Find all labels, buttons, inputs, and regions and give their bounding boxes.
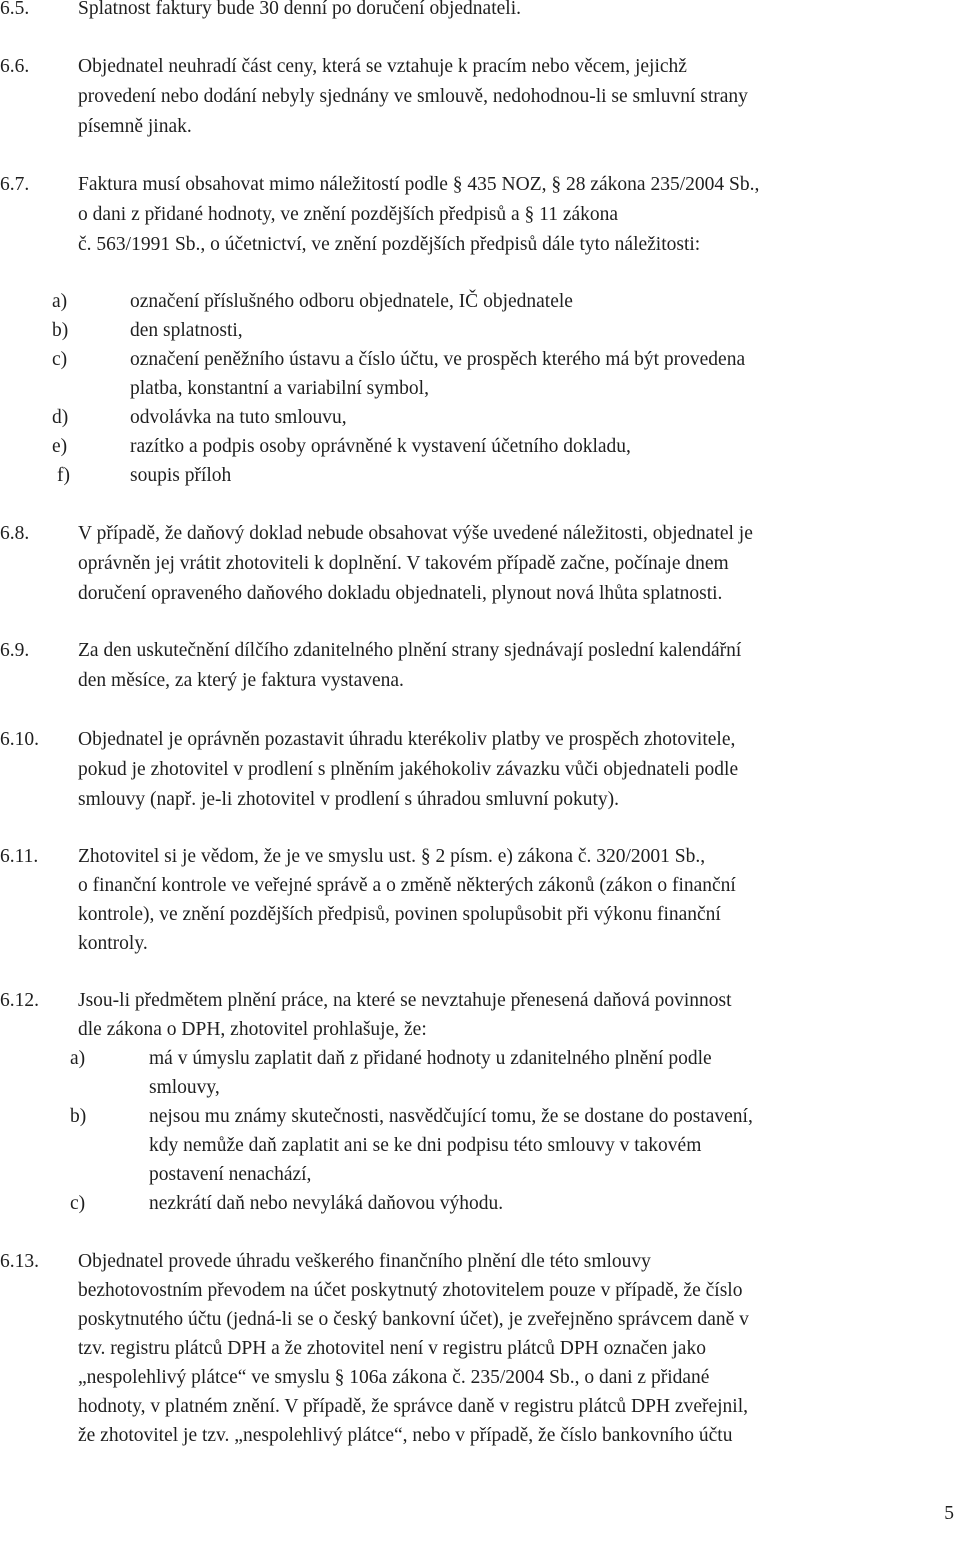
clause-number: 6.5.: [0, 0, 30, 19]
list-item: označení peněžního ústavu a číslo účtu, ve prospěch kterého má být provedena: [130, 349, 746, 370]
clause-text: že zhotovitel je tzv. „nespolehlivý plátce“, nebo v případě, že číslo bankovního účtu: [78, 1425, 733, 1446]
page-number: 5: [944, 1503, 954, 1524]
list-label: b): [52, 320, 69, 341]
list-label: f): [57, 465, 70, 486]
clause-text: o finanční kontrole ve veřejné správě a o změně některých zákonů (zákon o finanční: [78, 875, 736, 896]
list-label: b): [70, 1106, 87, 1127]
clause-text: Faktura musí obsahovat mimo náležitostí podle § 435 NOZ, § 28 zákona 235/2004 Sb.,: [78, 174, 760, 195]
clause-text: hodnoty, v platném znění. V případě, že správce daně v registru plátců DPH zveřejnil,: [78, 1396, 749, 1417]
clause-text: Jsou-li předmětem plnění práce, na které se nevztahuje přenesená daňová povinnost: [78, 990, 732, 1011]
list-label: d): [52, 407, 69, 428]
clause-number: 6.11.: [0, 846, 39, 867]
list-item: kdy nemůže daň zaplatit ani se ke dni podpisu této smlouvy v takovém: [149, 1135, 702, 1156]
clause-number: 6.13.: [0, 1251, 39, 1272]
clause-text: V případě, že daňový doklad nebude obsahovat výše uvedené náležitosti, objednatel je: [78, 523, 753, 544]
clause-number: 6.7.: [0, 174, 30, 195]
clause-text: písemně jinak.: [78, 116, 192, 137]
clause-text: provedení nebo dodání nebyly sjednány ve smlouvě, nedohodnou-li se smluvní strany: [78, 86, 748, 107]
list-item: razítko a podpis osoby oprávněné k vystavení účetního dokladu,: [130, 436, 631, 457]
clause-number: 6.6.: [0, 56, 30, 77]
list-item: nejsou mu známy skutečnosti, nasvědčující tomu, že se dostane do postavení,: [149, 1106, 753, 1127]
clause-text: Objednatel provede úhradu veškerého finančního plnění dle této smlouvy: [78, 1251, 651, 1272]
clause-text: pokud je zhotovitel v prodlení s plněním jakéhokoliv závazku vůči objednateli podle: [78, 759, 739, 780]
list-item: soupis příloh: [130, 465, 232, 486]
clause-text: Zhotovitel si je vědom, že je ve smyslu ust. § 2 písm. e) zákona č. 320/2001 Sb.,: [78, 846, 706, 867]
list-label: c): [52, 349, 68, 370]
clause-text: oprávněn jej vrátit zhotoviteli k doplnění. V takovém případě začne, počínaje dnem: [78, 553, 729, 574]
clause-text: Objednatel neuhradí část ceny, která se vztahuje k pracím nebo věcem, jejichž: [78, 56, 687, 77]
clause-text: Objednatel je oprávněn pozastavit úhradu kterékoliv platby ve prospěch zhotovitele,: [78, 729, 736, 750]
list-label: a): [70, 1048, 86, 1069]
clause-text: „nespolehlivý plátce“ ve smyslu § 106a zákona č. 235/2004 Sb., o dani z přidané: [78, 1367, 710, 1388]
clause-text: Splatnost faktury bude 30 denní po doručení objednateli.: [78, 0, 521, 19]
clause-text: bezhotovostním převodem na účet poskytnutý zhotovitelem pouze v případě, že číslo: [78, 1280, 743, 1301]
clause-text: č. 563/1991 Sb., o účetnictví, ve znění pozdějších předpisů dále tyto náležitosti:: [78, 234, 701, 255]
list-item: den splatnosti,: [130, 320, 243, 341]
list-label: e): [52, 436, 68, 457]
list-item: má v úmyslu zaplatit daň z přidané hodnoty u zdanitelného plnění podle: [149, 1048, 712, 1069]
clause-text: kontroly.: [78, 933, 148, 954]
clause-number: 6.8.: [0, 523, 30, 544]
clause-text: poskytnutého účtu (jedná-li se o český bankovní účet), je zveřejněno správcem daně v: [78, 1309, 749, 1330]
list-item: odvolávka na tuto smlouvu,: [130, 407, 347, 428]
clause-text: tzv. registru plátců DPH a že zhotovitel není v registru plátců DPH označen jako: [78, 1338, 706, 1359]
clause-text: kontrole), ve znění pozdějších předpisů, povinen spolupůsobit při výkonu finanční: [78, 904, 721, 925]
clause-number: 6.9.: [0, 640, 30, 661]
list-item: smlouvy,: [149, 1077, 220, 1098]
clause-text: den měsíce, za který je faktura vystavena.: [78, 670, 404, 691]
list-item: označení příslušného odboru objednatele, IČ objednatele: [130, 291, 573, 312]
list-item: platba, konstantní a variabilní symbol,: [130, 378, 429, 399]
clause-text: smlouvy (např. je-li zhotovitel v prodlení s úhradou smluvní pokuty).: [78, 789, 620, 810]
list-item: nezkrátí daň nebo nevyláká daňovou výhodu.: [149, 1193, 504, 1214]
clause-text: o dani z přidané hodnoty, ve znění pozdějších předpisů a § 11 zákona: [78, 204, 619, 225]
list-item: postavení nenachází,: [149, 1164, 312, 1185]
clause-text: dle zákona o DPH, zhotovitel prohlašuje, že:: [78, 1019, 427, 1040]
clause-text: Za den uskutečnění dílčího zdanitelného plnění strany sjednávají poslední kalendářní: [78, 640, 742, 661]
clause-text: doručení opraveného daňového dokladu objednateli, plynout nová lhůta splatnosti.: [78, 583, 723, 604]
list-label: a): [52, 291, 68, 312]
clause-number: 6.10.: [0, 729, 39, 750]
clause-number: 6.12.: [0, 990, 39, 1011]
list-label: c): [70, 1193, 86, 1214]
